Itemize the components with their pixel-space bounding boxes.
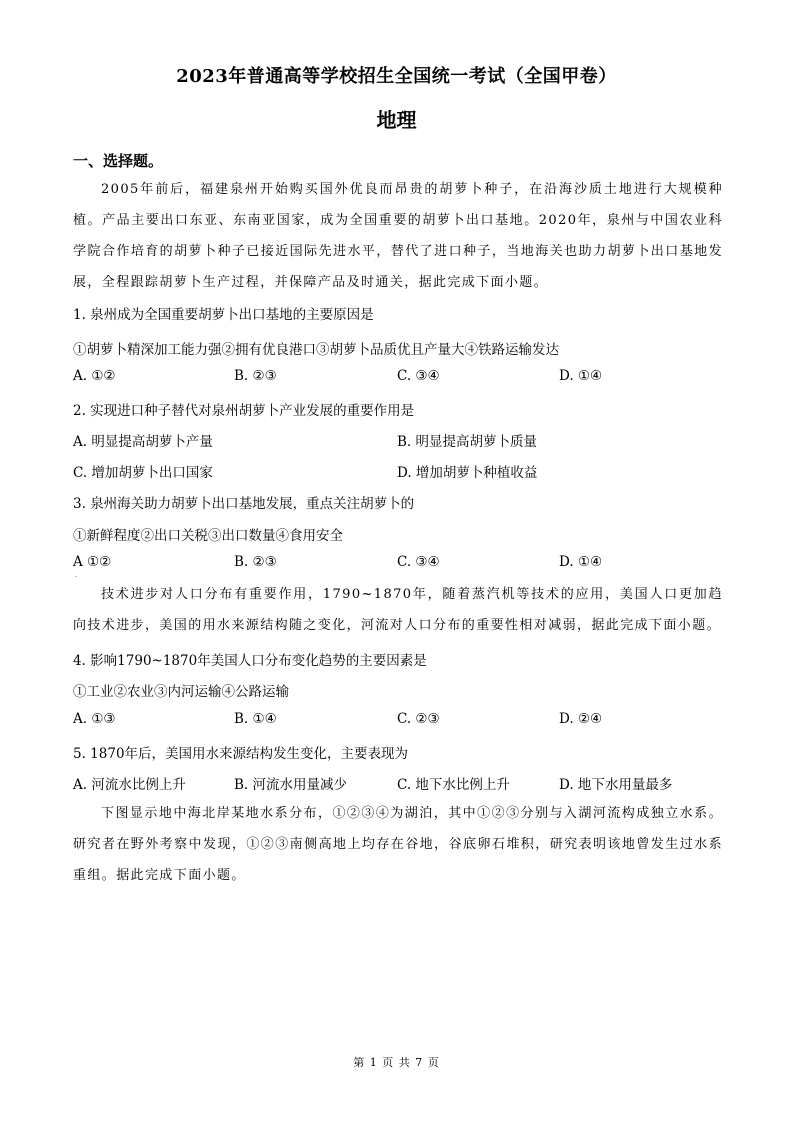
question-1-items: ①胡萝卜精深加工能力强②拥有优良港口③胡萝卜品质优且产量大④铁路运输发达 — [73, 342, 559, 358]
question-2-stem: 2. 实现进口种子替代对泉州胡萝卜产业发展的重要作用是 — [73, 403, 415, 419]
question-3-option-d: D. ①④ — [559, 554, 603, 570]
question-1-option-a: A. ①② — [73, 368, 116, 384]
question-1-option-d: D. ①④ — [559, 368, 603, 384]
question-2-option-b: B. 明显提高胡萝卜质量 — [397, 434, 538, 450]
question-2-option-c: C. 增加胡萝卜出口国家 — [73, 465, 213, 481]
question-5-option-a: A. 河流水比例上升 — [73, 777, 186, 793]
question-5-option-c: C. 地下水比例上升 — [397, 777, 510, 793]
section-heading: 一、选择题。 — [73, 152, 164, 170]
question-1-stem: 1. 泉州成为全国重要胡萝卜出口基地的主要原因是 — [73, 307, 374, 323]
question-3-option-c: C. ③④ — [397, 554, 440, 570]
question-1-option-b: B. ②③ — [234, 368, 277, 384]
question-4-items: ①工业②农业③内河运输④公路运输 — [73, 684, 289, 700]
question-5-option-b: B. 河流水用量减少 — [234, 777, 348, 793]
subject-heading: 地理 — [376, 108, 417, 132]
question-5-stem: 5. 1870年后，美国用水来源结构发生变化，主要表现为 — [73, 746, 409, 762]
passage-drainage: 下图显示地中海北岸某地水系分布，①②③④为湖泊，其中①②③分别与入湖河流构成独立水系。研究者在野外考察中发现，①②③南侧高地上均存在谷地，谷底卵石堆积，研究表明该地曾发生过水系重组。据此完成下面小题。 — [73, 806, 723, 883]
question-3-items: ①新鲜程度②出口关税③出口数量④食用安全 — [73, 528, 343, 544]
question-4-option-c: C. ②③ — [397, 711, 440, 727]
question-5-option-d: D. 地下水用量最多 — [559, 777, 673, 793]
stray-dot: · — [75, 574, 77, 581]
question-3-stem: 3. 泉州海关助力胡萝卜出口基地发展，重点关注胡萝卜的 — [73, 496, 415, 512]
question-2-option-a: A. 明显提高胡萝卜产量 — [73, 434, 213, 450]
question-1-option-c: C. ③④ — [397, 368, 440, 384]
question-4-option-b: B. ①④ — [234, 711, 277, 727]
question-3-option-a: A ①② — [73, 554, 112, 570]
question-4-option-a: A. ①③ — [73, 711, 116, 727]
page-footer: 第 1 页 共 7 页 — [353, 1056, 440, 1069]
question-3-option-b: B. ②③ — [234, 554, 277, 570]
passage-population: 技术进步对人口分布有重要作用，1790~1870年，随着蒸汽机等技术的应用，美国人口更加趋向技术进步，美国的用水来源结构随之变化，河流对人口分布的重要性相对减弱，据此完成下面小题。 — [73, 587, 723, 633]
page-title: 2023年普通高等学校招生全国统一考试（全国甲卷） — [176, 66, 617, 87]
question-2-option-d: D. 增加胡萝卜种植收益 — [397, 465, 538, 481]
passage-carrot: 2005年前后，福建泉州开始购买国外优良而昂贵的胡萝卜种子，在沿海沙质土地进行大规模种植。产品主要出口东亚、东南亚国家，成为全国重要的胡萝卜出口基地。2020年，泉州与中国农业科学院合作培育的胡萝卜种子已接近国际先进水平，替代了进口种子，当地海关也助力胡萝卜出口基地发展，全程跟踪胡萝卜生产过程，并保障产品及时通关，据此完成下面小题。 — [73, 182, 723, 290]
question-4-option-d: D. ②④ — [559, 711, 603, 727]
question-4-stem: 4. 影响1790~1870年美国人口分布变化趋势的主要因素是 — [73, 653, 427, 669]
